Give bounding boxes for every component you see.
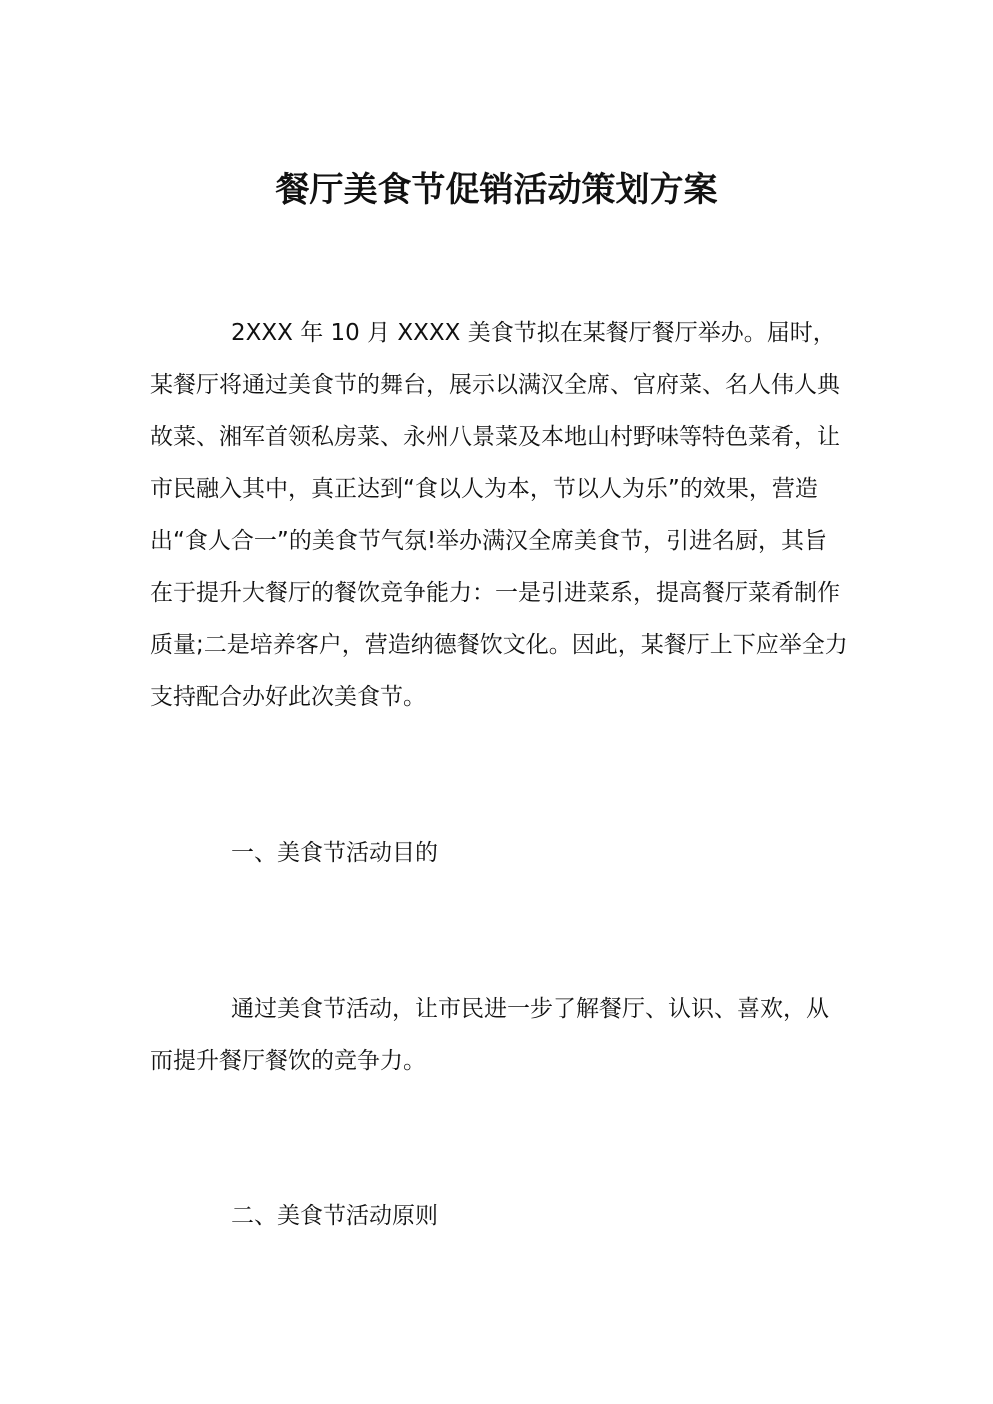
purpose-paragraph: 通过美食节活动，让市民进一步了解餐厅、认识、喜欢，从而提升餐厅餐饮的竞争力。 [150, 996, 829, 1074]
document-title: 餐厅美食节促销活动策划方案 [275, 170, 718, 210]
section-heading-purpose: 一、美食节活动目的 [231, 840, 438, 866]
section-heading-principles: 二、美食节活动原则 [231, 1203, 438, 1229]
intro-paragraph: 2XXX 年 10 月 XXXX 美食节拟在某餐厅餐厅举办。届时，某餐厅将通过美食节的舞台，展示以满汉全席、官府菜、名人伟人典故菜、湘军首领私房菜、永州八景菜及本地山村野味等特色菜肴，让市民融入其中，真正达到“食以人为本，节以人为乐”的效果，营造出“食人合一”的美食节气氛!举办满汉全席美食节，引进名厨，其旨在于提升大餐厅的餐饮竞争能力：一是引进菜系，提高餐厅菜肴制作质量;二是培养客户，营造纳德餐饮文化。因此，某餐厅上下应举全力支持配合办好此次美食节。 [150, 320, 848, 710]
